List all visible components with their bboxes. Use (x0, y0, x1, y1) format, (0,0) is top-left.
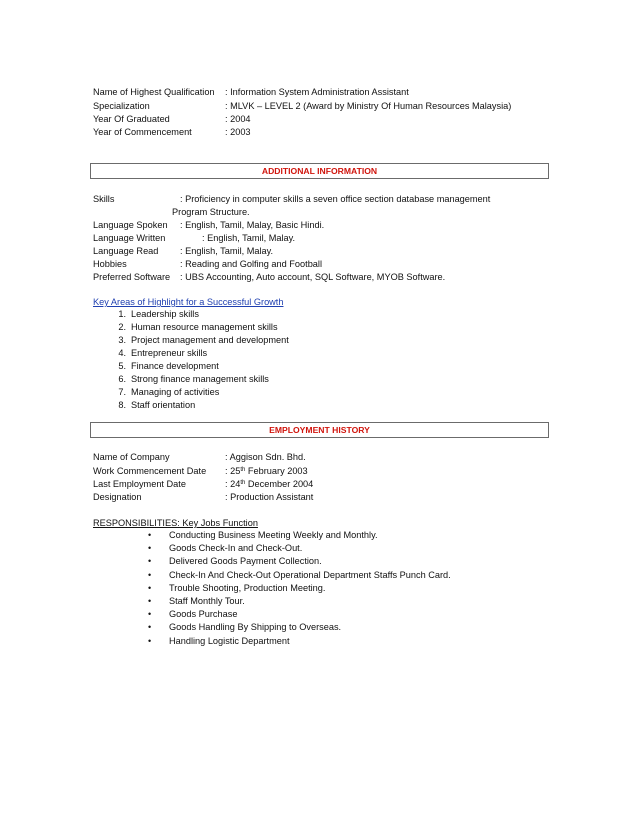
start-date-label: Work Commencement Date (93, 466, 207, 476)
list-item: Goods Purchase (169, 609, 238, 619)
responsibilities-heading: RESPONSIBILITIES: Key Jobs Function (93, 518, 258, 528)
start-date-day: : 25 (225, 466, 241, 476)
bullet-icon: • (148, 596, 152, 606)
graduated-label: Year Of Graduated (93, 114, 170, 124)
list-item: Goods Handling By Shipping to Overseas. (169, 622, 342, 632)
list-item: Entrepreneur skills (131, 348, 208, 358)
company-value: : Aggison Sdn. Bhd. (225, 452, 306, 462)
commencement-value: : 2003 (225, 127, 251, 137)
specialization-value: : MLVK – LEVEL 2 (Award by Ministry Of Human Resources Malaysia) (225, 101, 512, 111)
start-date-value (225, 465, 308, 477)
skills-value-line2: Program Structure. (172, 207, 250, 217)
list-item-number: 1. (118, 309, 126, 319)
additional-information-heading: ADDITIONAL INFORMATION (90, 163, 549, 179)
list-item-number: 3. (118, 335, 126, 345)
commencement-label: Year of Commencement (93, 127, 192, 137)
qualification-row (93, 86, 215, 98)
bullet-icon: • (148, 543, 152, 553)
specialization-label: Specialization (93, 101, 150, 111)
list-item: Handling Logistic Department (169, 636, 290, 646)
list-item: Check-In And Check-Out Operational Department Staffs Punch Card. (169, 570, 451, 580)
bullet-icon: • (148, 622, 152, 632)
list-item: Human resource management skills (131, 322, 278, 332)
list-item-number: 5. (118, 361, 126, 371)
list-item-number: 4. (118, 348, 126, 358)
skills-label: Skills (93, 194, 115, 204)
list-item-number: 2. (118, 322, 126, 332)
qualification-label: Name of Highest Qualification (93, 87, 215, 97)
end-date-month-year: December 2004 (245, 479, 314, 489)
list-item: Delivered Goods Payment Collection. (169, 556, 322, 566)
end-date-value (225, 478, 313, 490)
end-date-day: : 24 (225, 479, 241, 489)
list-item: Strong finance management skills (131, 374, 269, 384)
bullet-icon: • (148, 609, 152, 619)
designation-label: Designation (93, 492, 142, 502)
list-item: Goods Check-In and Check-Out. (169, 543, 303, 553)
end-date-label: Last Employment Date (93, 479, 186, 489)
software-value: : UBS Accounting, Auto account, SQL Software, MYOB Software. (180, 272, 446, 282)
list-item: Managing of activities (131, 387, 220, 397)
list-item: Trouble Shooting, Production Meeting. (169, 583, 326, 593)
highlights-heading[interactable]: Key Areas of Highlight for a Successful Growth (93, 297, 284, 307)
list-item: Staff Monthly Tour. (169, 596, 245, 606)
list-item-number: 8. (118, 400, 126, 410)
list-item-number: 7. (118, 387, 126, 397)
commencement-row (93, 126, 192, 138)
bullet-icon: • (148, 570, 152, 580)
hobbies-value: : Reading and Golfing and Football (180, 259, 322, 269)
bullet-icon: • (148, 530, 152, 540)
spoken-value: : English, Tamil, Malay, Basic Hindi. (180, 220, 325, 230)
read-label: Language Read (93, 246, 159, 256)
designation-value: : Production Assistant (225, 492, 314, 502)
written-label: Language Written (93, 233, 166, 243)
list-item: Project management and development (131, 335, 289, 345)
specialization-row (93, 100, 150, 112)
bullet-icon: • (148, 583, 152, 593)
start-date-suffix: th (240, 467, 246, 473)
list-item-number: 6. (118, 374, 126, 384)
read-value: : English, Tamil, Malay. (180, 246, 274, 256)
spoken-label: Language Spoken (93, 220, 168, 230)
graduated-value: : 2004 (225, 114, 251, 124)
start-date-month-year: February 2003 (245, 466, 308, 476)
graduated-row (93, 113, 170, 125)
bullet-icon: • (148, 556, 152, 566)
written-value: : English, Tamil, Malay. (202, 233, 296, 243)
skills-value-line1: : Proficiency in computer skills a seven office section database management (180, 194, 491, 204)
list-item: Leadership skills (131, 309, 199, 319)
qualification-value: : Information System Administration Assistant (225, 87, 409, 97)
company-label: Name of Company (93, 452, 170, 462)
employment-history-heading: EMPLOYMENT HISTORY (90, 422, 549, 438)
end-date-suffix: th (240, 480, 246, 486)
list-item: Finance development (131, 361, 219, 371)
list-item: Conducting Business Meeting Weekly and Monthly. (169, 530, 378, 540)
software-label: Preferred Software (93, 272, 171, 282)
hobbies-label: Hobbies (93, 259, 127, 269)
bullet-icon: • (148, 636, 152, 646)
list-item: Staff orientation (131, 400, 196, 410)
